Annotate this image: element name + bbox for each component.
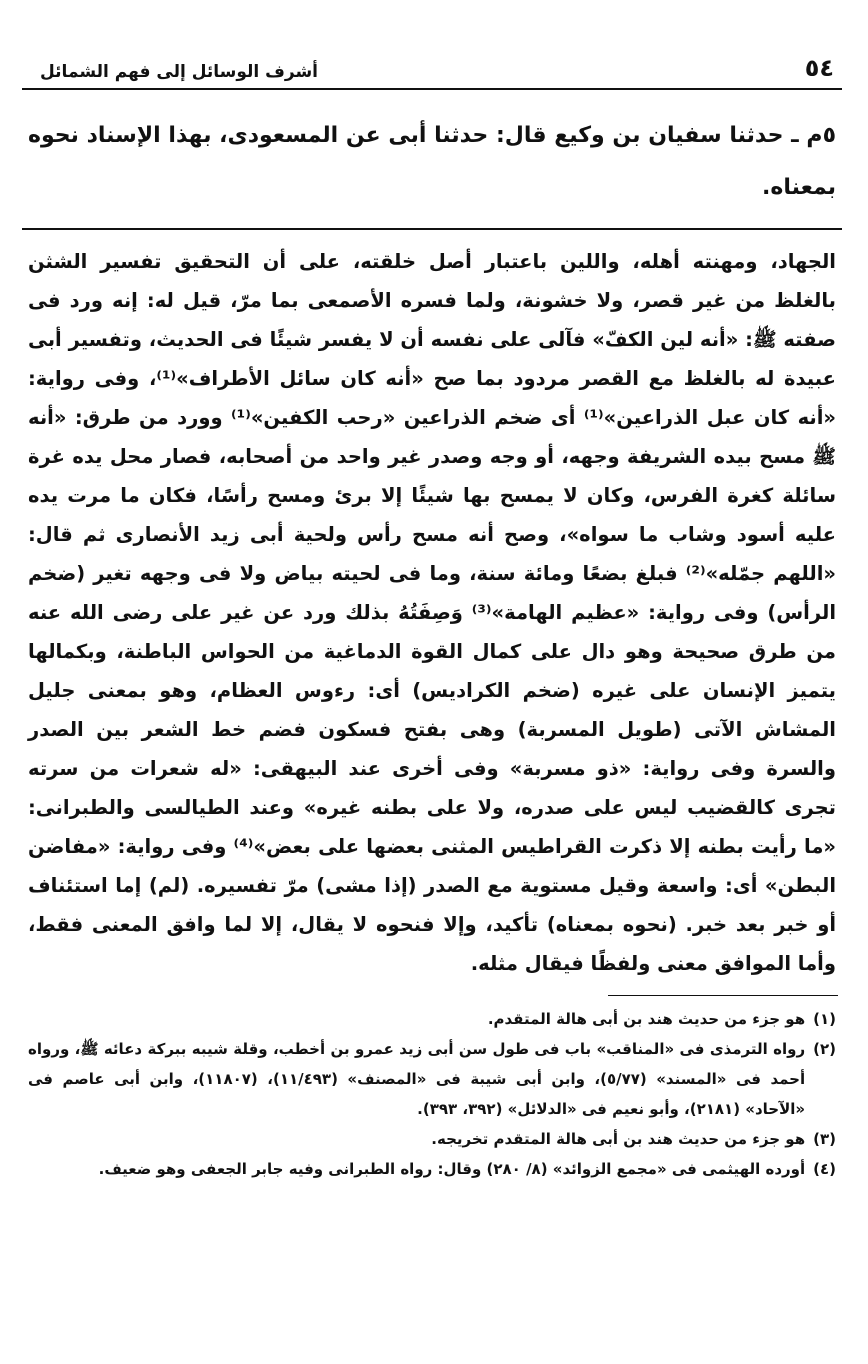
book-page bbox=[22, 44, 842, 1344]
commentary-block bbox=[22, 242, 842, 983]
footnote-text: رواه الترمذى فى «المناقب» باب فى طول سن أبى زيد عمرو بن أخطب، وقلة شيبه ببركة دعائه ﷺ، ورواه أحمد فى «المسند» (٥/٧٧)، وابن أبى شيبة فى «المصنف» (١١/٤٩٣)، (١١٨٠٧)، وابن أبى عاصم فى «الآحاد» (٢١٨١)، وأبو نعيم فى «الدلائل» (٣٩٢، ٣٩٣). bbox=[28, 1040, 806, 1118]
footnotes bbox=[22, 1004, 842, 1184]
running-title: أشرف الوسائل إلى فهم الشمائل bbox=[40, 62, 319, 82]
footnote-divider bbox=[608, 995, 838, 996]
footnote-text: هو جزء من حديث هند بن أبى هالة المتقدم تخريجه. bbox=[431, 1130, 806, 1148]
footnote-text: هو جزء من حديث هند بن أبى هالة المتقدم. bbox=[487, 1010, 806, 1028]
footnote-text: أورده الهيثمى فى «مجمع الزوائد» (٨/ ٢٨٠) وقال: رواه الطبرانى وفيه جابر الجعفى وهو ضعيف. bbox=[98, 1160, 806, 1178]
footnote-number: (١) bbox=[813, 1010, 836, 1028]
hadith-text: ٥م ـ حدثنا سفيان بن وكيع قال: حدثنا أبى عن المسعودى، بهذا الإسناد نحوه بمعناه. bbox=[28, 123, 836, 200]
commentary-paragraph: الجهاد، ومهنته أهله، واللين باعتبار أصل خلقته، على أن التحقيق تفسير الشثن بالغلظ من غير قصر، ولا خشونة، ولما فسره الأصمعى بما مرّ، قيل له: إنه ورد فى صفته ﷺ: «أنه لين الكفّ» فآلى على نفسه أن لا يفسر شيئًا فى الحديث، وتفسير أبى عبيدة له بالغلظ مع القصر مردود بما صح «أنه كان سائل الأطراف»⁽¹⁾، وفى رواية: «أنه كان عبل الذراعين»⁽¹⁾ أى ضخم الذراعين «رحب الكفين»⁽¹⁾ وورد من طرق: «أنه ﷺ مسح بيده الشريفة وجهه، أو وجه وصدر غير واحد من أصحابه، فصار محل يده غرة سائلة كغرة الفرس، وكان لا يمسح بها شيئًا إلا برئ ومسح رأسًا، فكان ما مرت يده عليه أسود وشاب ما سواه»، وصح أنه مسح رأس ولحية أبى زيد الأنصارى ثم قال: «اللهم جمّله»⁽²⁾ فبلغ بضعًا ومائة سنة، وما فى لحيته بياض ولا فى وجهه تغير (ضخم الرأس) وفى رواية: «عظيم الهامة»⁽³⁾ وَصِفَتُهُ بذلك ورد عن غير على رضى الله عنه من طرق صحيحة وهو دال على كمال القوة الدماغية من الحواس الباطنة، وبكمالها يتميز الإنسان على غيره (ضخم الكراديس) أى: رءوس العظام، وهو بمعنى جليل المشاش الآتى (طويل المسربة) وهى بفتح فسكون فضم خط الشعر بين الصدر والسرة وفى رواية: «ذو مسربة» وفى أخرى عند البيهقى: «له شعرات من سرته تجرى كالقضيب ليس على صدره، ولا على بطنه غيره» وعند الطيالسى والطبرانى: «ما رأيت بطنه إلا ذكرت القراطيس المثنى بعضها على بعض»⁽⁴⁾ وفى رواية: «مفاضن البطن» أى: واسعة وقيل مستوية مع الصدر (إذا مشى) مرّ تفسيره. (لم) إما استئناف أو خبر بعد خبر. (نحوه بمعناه) تأكيد، وإلا فنحوه لا يقال، إلا لما وافق المعنى فقط، وأما الموافق معنى ولفظًا فيقال مثله. bbox=[28, 250, 837, 975]
footnote-number: (٣) bbox=[813, 1130, 836, 1148]
section-divider bbox=[22, 228, 842, 230]
page-header bbox=[22, 44, 842, 90]
footnote-number: (٢) bbox=[813, 1040, 836, 1058]
page-number: ٥٤ bbox=[804, 54, 834, 82]
footnote-number: (٤) bbox=[813, 1160, 836, 1178]
footnote-3 bbox=[28, 1124, 836, 1154]
footnote-4 bbox=[28, 1154, 836, 1184]
footnote-1 bbox=[28, 1004, 836, 1034]
footnote-2 bbox=[28, 1034, 836, 1124]
